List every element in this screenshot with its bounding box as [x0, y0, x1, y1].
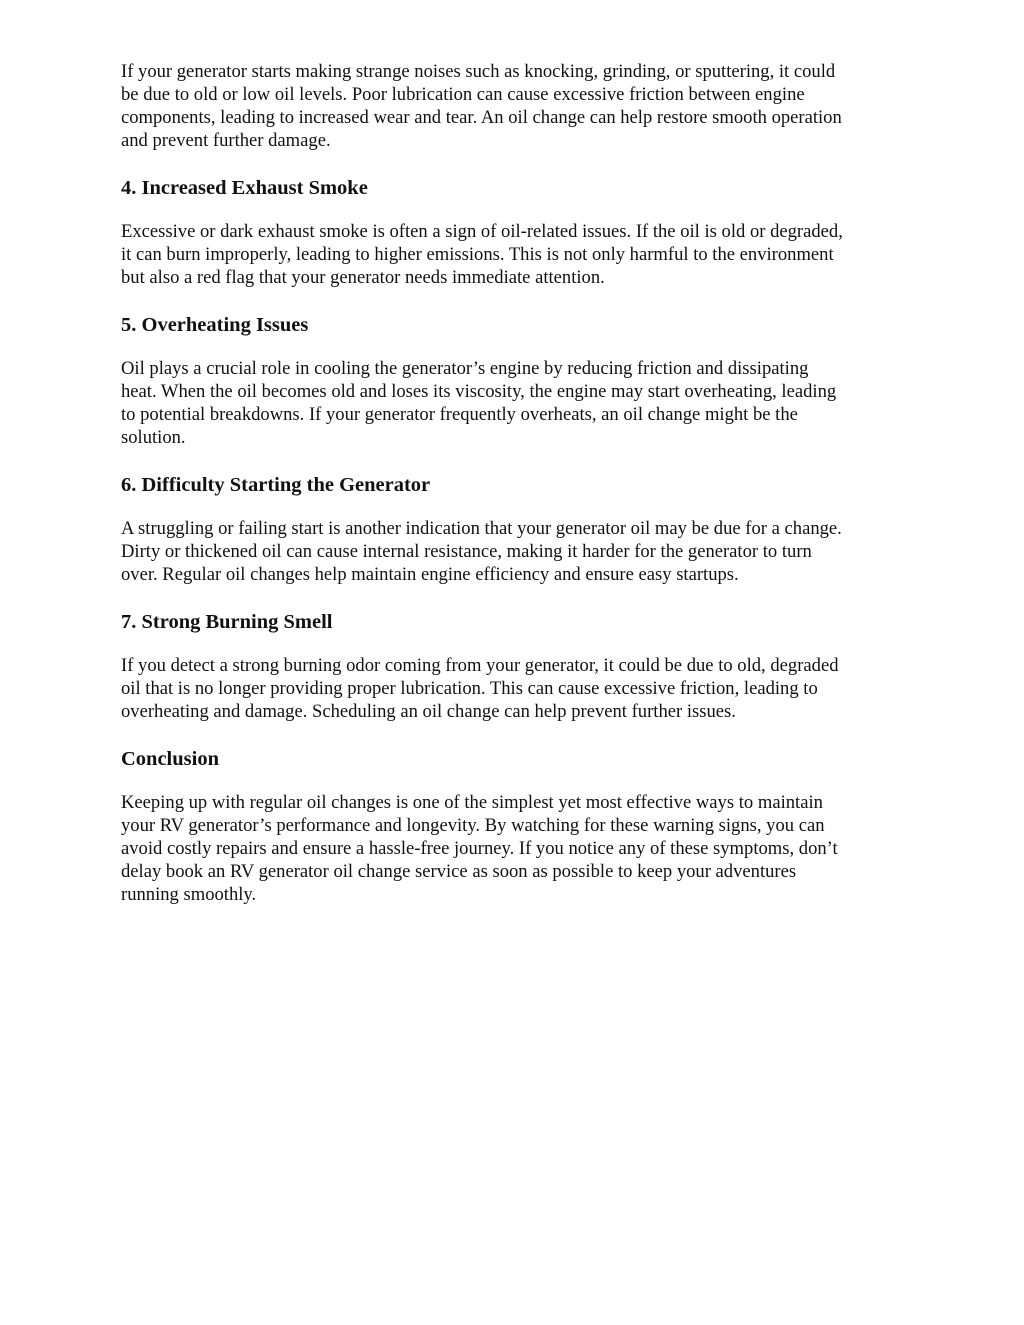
section-body-burning-smell: If you detect a strong burning odor coming from your generator, it could be due to old, degraded oil that is no longer providing proper lubrication. This can cause excessive friction, leading to overheating and damage. Scheduling an oil change can help prevent further issues. [121, 655, 839, 722]
section-body-conclusion: Keeping up with regular oil changes is one of the simplest yet most effective ways to maintain your RV generator’s performance and longevity. By watching for these warning signs, you can avoid costly repairs and ensure a hassle-free journey. If you notice any of these symptoms, don’t delay book an RV generator oil change service as soon as possible to keep your adventures running smoothly. [121, 792, 838, 905]
spacer [121, 586, 911, 609]
section-heading-overheating: 5. Overheating Issues [121, 314, 309, 336]
section-body-difficulty-starting: A struggling or failing start is another indication that your generator oil may be due for a change. Dirty or thickened oil can cause internal resistance, making it harder for the generator to turn over. Regular oil changes help maintain engine efficiency and ensure easy startups. [121, 518, 842, 585]
spacer [121, 201, 911, 220]
section-heading-difficulty-starting: 6. Difficulty Starting the Generator [121, 474, 431, 496]
section-heading-burning-smell: 7. Strong Burning Smell [121, 611, 333, 633]
intro-paragraph: If your generator starts making strange noises such as knocking, grinding, or sputtering, it could be due to old or low oil levels. Poor lubrication can cause excessive friction between engine components, leading to increased wear and tear. An oil change can help restore smooth operation and prevent further damage. [121, 61, 842, 151]
spacer [121, 449, 911, 472]
spacer [121, 289, 911, 312]
spacer [121, 152, 911, 175]
spacer [121, 772, 911, 791]
section-body-exhaust-smoke: Excessive or dark exhaust smoke is often a sign of oil-related issues. If the oil is old or degraded, it can burn improperly, leading to higher emissions. This is not only harmful to the environment but also a red flag that your generator needs immediate attention. [121, 221, 843, 288]
document-page [121, 60, 911, 906]
section-heading-conclusion: Conclusion [121, 748, 219, 770]
spacer [121, 338, 911, 357]
section-heading-exhaust-smoke: 4. Increased Exhaust Smoke [121, 177, 368, 199]
spacer [121, 723, 911, 746]
spacer [121, 498, 911, 517]
spacer [121, 635, 911, 654]
section-body-overheating: Oil plays a crucial role in cooling the generator’s engine by reducing friction and dissipating heat. When the oil becomes old and loses its viscosity, the engine may start overheating, leading to potential breakdowns. If your generator frequently overheats, an oil change might be the solution. [121, 358, 837, 448]
